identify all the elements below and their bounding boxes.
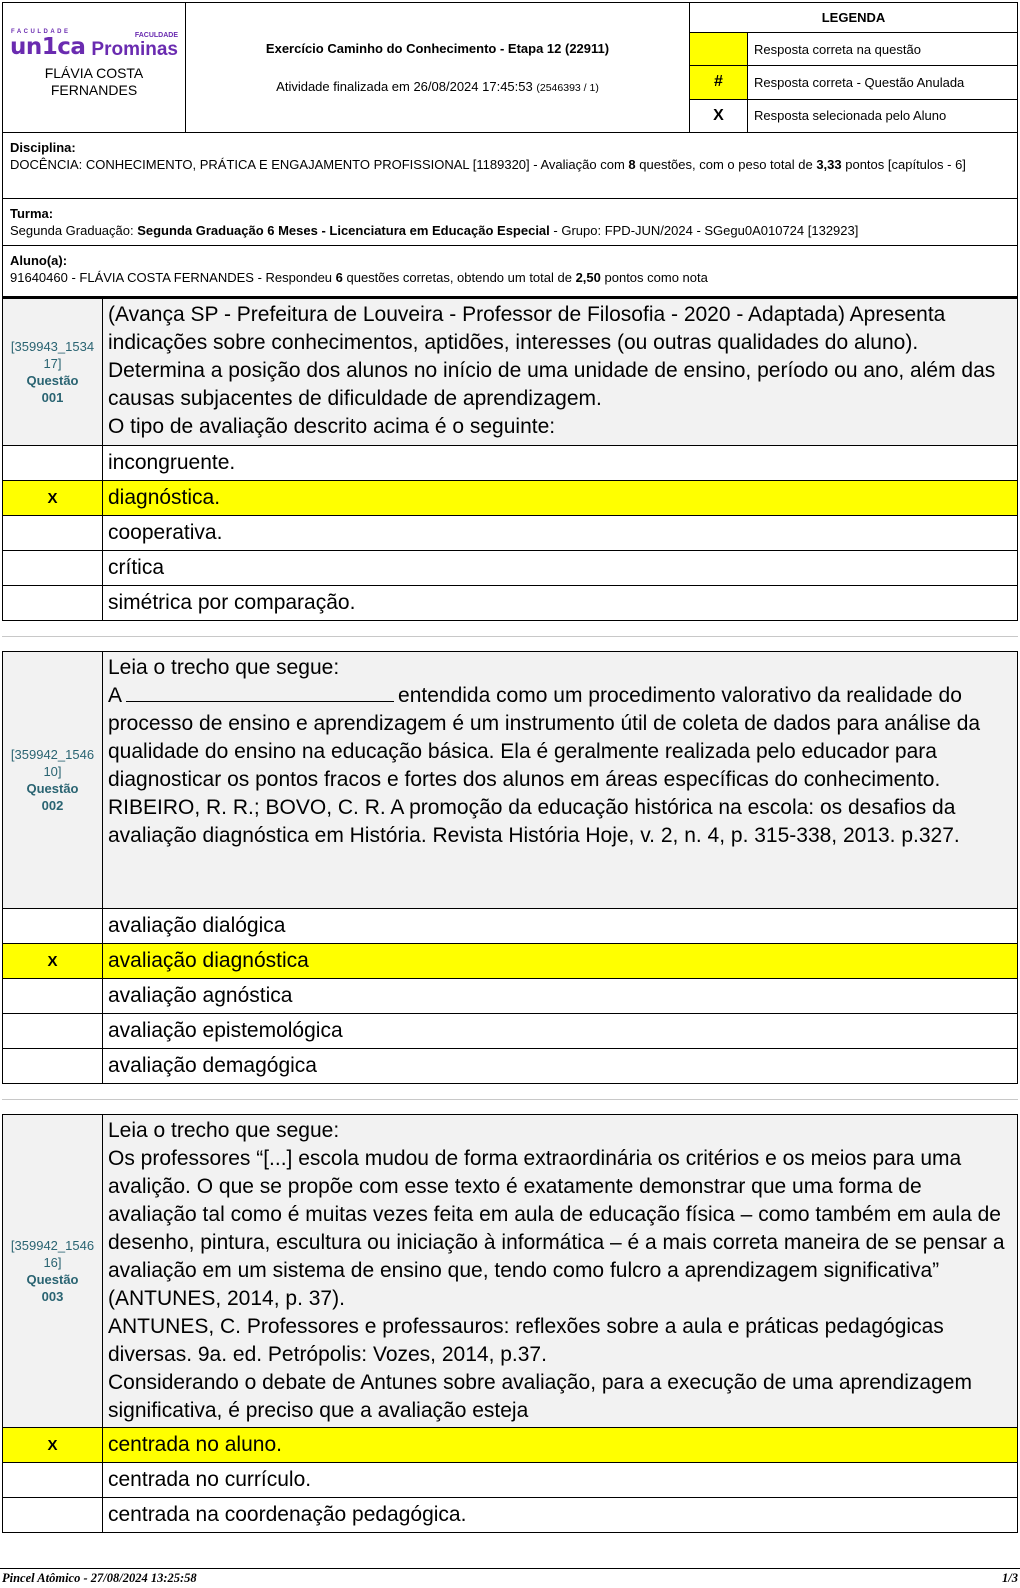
legend (690, 3, 1017, 132)
question-separator (2, 636, 1018, 637)
alternative-text: avaliação dialógica (108, 914, 286, 937)
alternative-text: avaliação agnóstica (108, 984, 293, 1007)
question-003 (2, 1114, 1018, 1533)
alternative-text: avaliação demagógica (108, 1054, 317, 1077)
alternative-mark (3, 979, 103, 1013)
discipline-info (2, 133, 1018, 199)
unica-logo: FACULDADE un1ca (10, 29, 86, 60)
question-id: [359942_1546 16] Questão 003 (3, 1115, 103, 1427)
legend-text-selected: Resposta selecionada pelo Aluno (754, 108, 947, 124)
alternative-text: avaliação epistemológica (108, 1019, 343, 1042)
finished-info: Atividade finalizada em 26/08/2024 17:45:53 (2546393 / 1) (276, 79, 599, 94)
alternative-text: centrada no currículo. (108, 1468, 312, 1491)
question-001 (2, 298, 1018, 621)
alternative-row[interactable] (3, 1048, 1017, 1083)
alternative-row[interactable] (3, 1497, 1017, 1532)
question-text: Leia o trecho que segue: A entendida como um procedimento valorativo da realidade do processo de ensino e aprendizagem é um instrumento útil de coleta de dados para análise da qualidade do ensino na educação básica. Ela é geralmente realizada pelo educador para diagnosticar os pontos fracos e fortes dos alunos em áreas específicas do conhecimento. RIBEIRO, R. R.; BOVO, C. R. A promoção da educação histórica na escola: os desafios da avaliação diagnóstica em História. Revista História Hoje, v. 2, n. 4, p. 315-338, 2013. p.327. (103, 652, 1017, 908)
alternative-text: centrada na coordenação pedagógica. (108, 1503, 467, 1526)
report-header (2, 2, 1018, 133)
alternative-mark (3, 1049, 103, 1083)
student-label: Aluno(a): (10, 253, 68, 268)
question-row (3, 652, 1017, 908)
question-row (3, 299, 1017, 445)
fill-in-blank (126, 682, 394, 702)
alternative-mark (3, 516, 103, 550)
legend-row-correct (690, 33, 1017, 66)
class-text: Segunda Graduação: Segunda Graduação 6 Meses - Licenciatura em Educação Especial - Grupo: FPD-JUN/2024 - SGegu0A010724 [132923] (10, 223, 859, 238)
institution-logo (10, 29, 178, 60)
alternative-row[interactable] (3, 445, 1017, 480)
alternative-row-selected[interactable] (3, 943, 1017, 978)
alternative-row[interactable] (3, 550, 1017, 585)
question-row (3, 1115, 1017, 1427)
alternative-text: cooperativa. (108, 521, 223, 544)
alternative-row[interactable] (3, 585, 1017, 620)
class-label: Turma: (10, 206, 54, 221)
legend-row-selected (690, 100, 1017, 132)
question-id: [359942_1546 10] Questão 002 (3, 652, 103, 908)
student-info (2, 246, 1018, 298)
discipline-text: DOCÊNCIA: CONHECIMENTO, PRÁTICA E ENGAJAMENTO PROFISSIONAL [1189320] - Avaliação com 8 questões, com o peso total de 3,33 pontos [capítulos - 6] (10, 157, 966, 172)
page-number: 1/3 (1002, 1571, 1018, 1585)
alternative-row[interactable] (3, 515, 1017, 550)
legend-text-annulled: Resposta correta - Questão Anulada (754, 74, 965, 90)
student-text: 91640460 - FLÁVIA COSTA FERNANDES - Respondeu 6 questões corretas, obtendo um total de 2,50 pontos como nota (10, 270, 708, 285)
class-info (2, 199, 1018, 246)
alternative-row-selected[interactable] (3, 480, 1017, 515)
exercise-title: Exercício Caminho do Conhecimento - Etapa 12 (22911) (265, 41, 610, 56)
question-separator (2, 1099, 1018, 1100)
alternative-mark (3, 1463, 103, 1497)
alternative-text: simétrica por comparação. (108, 591, 356, 614)
question-text: Leia o trecho que segue: Os professores “[...] escola mudou de forma extraordinária os critérios e os meios para uma avalição. O que se propõe com esse texto é exatamente demonstrar que uma forma de avaliação tal como é muitas vezes feita em aula de educação física – como também em aula de desenho, pintura, escultura ou iniciação à informática – é a mais correta maneira de se pensar a avaliação em um sistema de ensino que, tendo como fulcro a aprendizagem significativa” (ANTUNES, 2014, p. 37). ANTUNES, C. Professores e professauros: reflexões sobre a aula e práticas pedagógicas diversas. 9a. ed. Petrópolis: Vozes, 2014, p.37. Considerando o debate de Antunes sobre avaliação, para a execução de uma aprendizagem significativa, é preciso que a avaliação esteja (103, 1115, 1017, 1427)
alternative-mark (3, 446, 103, 480)
alternative-row-selected[interactable] (3, 1427, 1017, 1462)
alternative-mark (3, 1498, 103, 1532)
alternative-text: diagnóstica. (103, 481, 1017, 515)
alternative-mark: X (3, 481, 103, 515)
alternative-mark (3, 909, 103, 943)
legend-row-annulled (690, 66, 1017, 99)
legend-text-correct: Resposta correta na questão (754, 41, 921, 57)
alternative-text: crítica (108, 556, 165, 579)
legend-symbol-selected: X (690, 100, 748, 132)
question-id: [359943_1534 17] Questão 001 (3, 299, 103, 445)
page-footer (0, 1568, 1020, 1588)
question-002 (2, 651, 1018, 1084)
alternative-mark (3, 1014, 103, 1048)
legend-symbol-annulled: # (690, 66, 748, 98)
legend-title: LEGENDA (690, 3, 1017, 33)
alternative-mark: X (3, 1428, 103, 1462)
alternative-row[interactable] (3, 1013, 1017, 1048)
discipline-label: Disciplina: (10, 140, 76, 155)
alternative-text: centrada no aluno. (103, 1428, 1017, 1462)
prominas-logo: FACULDADE Prominas (91, 32, 178, 60)
alternative-row[interactable] (3, 908, 1017, 943)
alternative-mark: X (3, 944, 103, 978)
alternative-text: avaliação diagnóstica (103, 944, 1017, 978)
alternative-mark (3, 551, 103, 585)
alternative-mark (3, 586, 103, 620)
alternative-row[interactable] (3, 1462, 1017, 1497)
question-text: (Avança SP - Prefeitura de Louveira - Professor de Filosofia - 2020 - Adaptada) Apresenta indicações sobre conhecimentos, aptidões, interesses (ou outras qualidades do aluno). Determina a posição dos alunos no início de uma unidade de ensino, período ou ano, além das causas subjacentes de dificuldade de aprendizagem. O tipo de avaliação descrito acima é o seguinte: (103, 299, 1017, 445)
alternative-row[interactable] (3, 978, 1017, 1013)
legend-symbol-correct (690, 33, 748, 65)
title-cell (186, 3, 690, 132)
alternative-text: incongruente. (108, 451, 236, 474)
student-name-header: FLÁVIA COSTA FERNANDES (44, 65, 144, 98)
institution-cell (3, 3, 186, 132)
footer-timestamp: Pincel Atômico - 27/08/2024 13:25:58 (2, 1571, 197, 1585)
